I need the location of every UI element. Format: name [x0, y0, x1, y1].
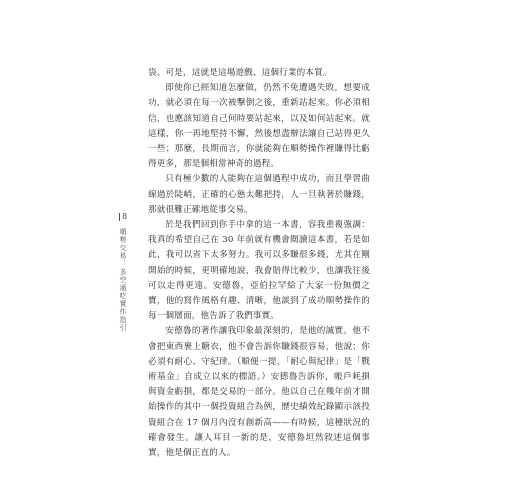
body-text: [148, 66, 370, 461]
paragraph: 安德魯的著作讓我印象最深刻的，是他的誠實。他不會把東西裹上糖衣，他不會告訴你賺錢很容易，他說：你必須有耐心、守紀律。（順便一提，「耐心與紀律」是「戰術基金」自成立以來的標語。）安德魯告訴你，帳戶耗損與資金虧損，都是交易的一部分。他以自己在幾年前才開始操作的其中一個投資組合為例，歷史績效紀錄顯示該投資組合在 17 個月內沒有創新高——有時候，這種狀況的確會發生。讓人耳目一新的是，安德魯坦然敘述這個事實，他是個正直的人。: [148, 326, 370, 459]
paragraph: 即使你已經知道怎麼做，仍然不免遭遇失敗，想要成功，就必須在每一次被擊倒之後，重新站起來。你必須相信，也應該知道自己何時要站起來，以及如何站起來。就這樣，你一再地堅持不懈，然後想盡辦法讓自己站得更久一些；那麼，長期而言，你就能夠在順勢操作裡賺得比虧得更多，那是個相當神奇的過程。: [148, 83, 370, 170]
paragraph: 於是我們回到你手中拿的這一本書，容我重複強調：我真的希望自己在 30 年前就有機會閱讀這本書，若是如此，我可以省下太多努力。我可以多賺很多錢，尤其在剛開始的時候，更明確地說，我會賠得比較少，也讓我往後可以走得更遠。安德魯，亞伯拉罕給了大家一份無價之寶，他的寫作風格有趣、清晰，他談到了成功順勢操作的每一個層面，他告訴了我們事實。: [148, 220, 370, 322]
page-margin: [116, 212, 130, 332]
paragraph: 袋。可是，這就是這場遊戲、這個行業的本質。: [148, 68, 332, 78]
page-number: [119, 212, 127, 222]
paragraph: 只有極少數的人能夠在這個過程中成功，而且學習曲線過於陡峭，正確的心態太難把持，人一旦執著於賺錢，那就很難正確地從事交易。: [148, 174, 370, 215]
running-title: 順勢交易：多空通吃實作指引: [119, 228, 127, 332]
page-number-text: 8: [121, 212, 128, 221]
page-number-bar-left: [119, 213, 120, 221]
